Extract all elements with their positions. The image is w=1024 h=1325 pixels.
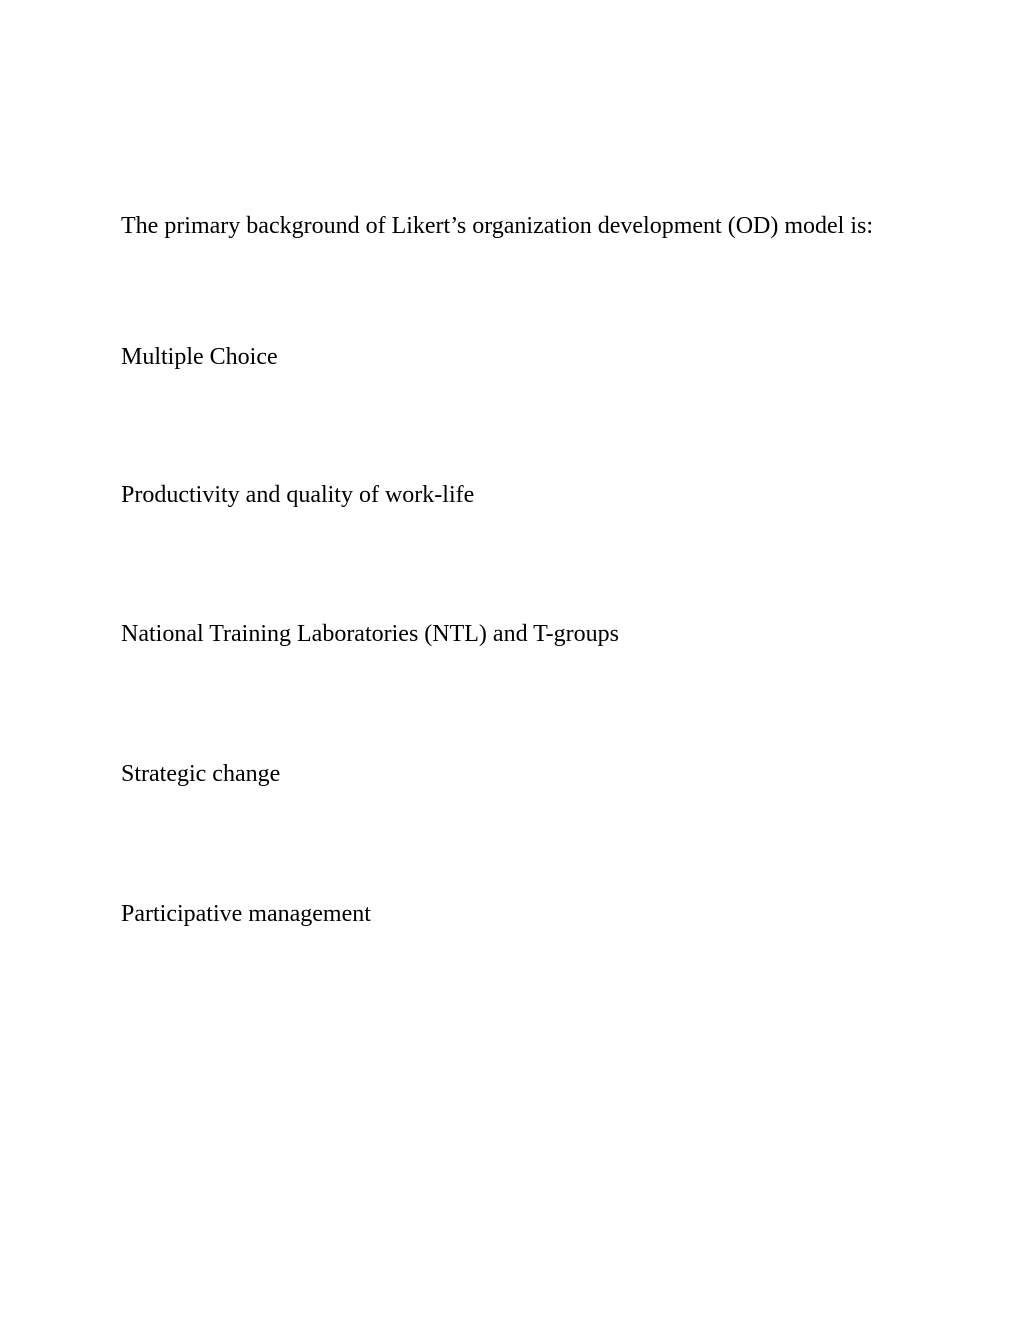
- answer-option-2[interactable]: National Training Laboratories (NTL) and T-groups: [121, 621, 619, 647]
- answer-option-1[interactable]: Productivity and quality of work-life: [121, 482, 475, 508]
- answer-option-3[interactable]: Strategic change: [121, 761, 281, 787]
- answer-option-4[interactable]: Participative management: [121, 901, 371, 927]
- question-type-label: Multiple Choice: [121, 344, 278, 370]
- question-text: The primary background of Likert’s organization development (OD) model is:: [121, 213, 874, 239]
